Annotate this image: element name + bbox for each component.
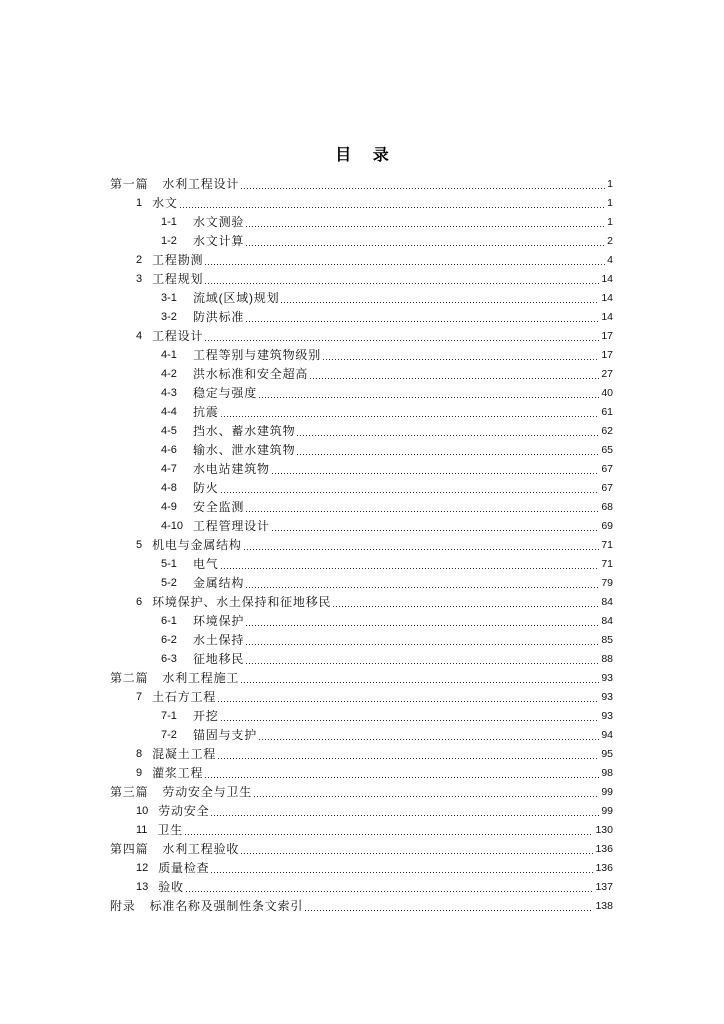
entry-number: 2: [136, 254, 143, 266]
dot-leader: [221, 568, 600, 569]
dot-leader: [218, 758, 599, 759]
entry-number: 5-2: [161, 577, 177, 589]
toc-entry-section: [110, 308, 613, 327]
toc-entry-section: [110, 384, 613, 403]
page-number: 95: [601, 748, 613, 760]
dot-leader: [211, 872, 593, 873]
dot-leader: [246, 587, 599, 588]
entry-title: 土石方工程: [152, 690, 217, 704]
page-number: 99: [601, 786, 613, 798]
entry-number: 5-1: [161, 558, 177, 570]
entry-title: 劳动安全与卫生: [162, 785, 253, 799]
page-number: 137: [595, 881, 613, 893]
page-number: 69: [601, 520, 613, 532]
toc-entry-chapter: [110, 764, 613, 783]
entry-number: 1-1: [161, 216, 177, 228]
dot-leader: [246, 226, 605, 227]
entry-number: 第三篇: [110, 785, 149, 799]
entry-title: 劳动安全: [158, 804, 210, 818]
entry-number: 4-1: [161, 349, 177, 361]
page-number: 67: [601, 482, 613, 494]
entry-title: 挡水、蓄水建筑物: [193, 424, 296, 438]
entry-title: 水利工程设计: [162, 177, 240, 191]
dot-leader: [259, 397, 599, 398]
toc-entry-chapter: [110, 593, 613, 612]
dot-leader: [246, 511, 599, 512]
dot-leader: [244, 549, 600, 550]
toc-entry-section: [110, 574, 613, 593]
dot-leader: [241, 853, 593, 854]
entry-title: 环境保护、水土保持和征地移民: [152, 595, 332, 609]
entry-title: 验收: [158, 880, 184, 894]
dot-leader: [221, 492, 600, 493]
page-number: 68: [601, 501, 613, 513]
page-number: 1: [607, 197, 613, 209]
page-number: 17: [601, 330, 613, 342]
dot-leader: [297, 454, 599, 455]
entry-title: 工程管理设计: [193, 519, 270, 533]
entry-title: 工程规划: [152, 272, 204, 286]
dot-leader: [333, 606, 599, 607]
toc-entry-chapter: [110, 859, 613, 878]
page-number: 65: [601, 444, 613, 456]
toc-entry-section: [110, 441, 613, 460]
dot-leader: [205, 340, 599, 341]
toc-entry-chapter: [110, 327, 613, 346]
page-number: 93: [601, 691, 613, 703]
entry-number: 12: [136, 862, 149, 874]
dot-leader: [246, 245, 605, 246]
entry-title: 开挖: [193, 709, 219, 723]
dot-leader: [246, 644, 599, 645]
entry-number: 4-9: [161, 501, 177, 513]
entry-title: 工程等别与建筑物级别: [193, 348, 322, 362]
dot-leader: [246, 321, 599, 322]
toc-entry-section: [110, 650, 613, 669]
entry-number: 7-1: [161, 710, 177, 722]
dot-leader: [205, 264, 605, 265]
entry-number: 6-2: [161, 634, 177, 646]
entry-number: 1: [136, 197, 143, 209]
page-number: 130: [595, 824, 613, 836]
entry-number: 4-2: [161, 368, 177, 380]
page-number: 136: [595, 862, 613, 874]
toc-entry-section: [110, 612, 613, 631]
dot-leader: [180, 207, 605, 208]
entry-number: 9: [136, 767, 143, 779]
dot-leader: [205, 777, 599, 778]
entry-number: 1-2: [161, 235, 177, 247]
dot-leader: [241, 682, 599, 683]
toc-entry-chapter: [110, 251, 613, 270]
page-number: 99: [601, 805, 613, 817]
dot-leader: [281, 302, 599, 303]
entry-number: 4-10: [161, 520, 184, 532]
toc-entry-chapter: [110, 821, 613, 840]
page-number: 14: [601, 311, 613, 323]
entry-number: 10: [136, 805, 149, 817]
entry-title: 工程设计: [152, 329, 204, 343]
page-number: 40: [601, 387, 613, 399]
table-of-contents: [110, 175, 613, 916]
entry-number: 7-2: [161, 729, 177, 741]
toc-entry-appendix: [110, 897, 613, 916]
entry-title: 水土保持: [193, 633, 245, 647]
page-number: 1: [607, 178, 613, 190]
entry-title: 稳定与强度: [193, 386, 258, 400]
entry-title: 洪水标准和安全超高: [193, 367, 309, 381]
toc-entry-section: [110, 460, 613, 479]
dot-leader: [297, 435, 599, 436]
entry-title: 水文测验: [193, 215, 245, 229]
toc-entry-chapter: [110, 194, 613, 213]
dot-leader: [211, 815, 599, 816]
dot-leader: [221, 416, 600, 417]
page-number: 4: [607, 254, 613, 266]
entry-title: 防洪标准: [193, 310, 245, 324]
toc-entry-chapter: [110, 878, 613, 897]
entry-number: 4-8: [161, 482, 177, 494]
dot-leader: [305, 910, 593, 911]
page-number: 93: [601, 672, 613, 684]
toc-entry-section: [110, 726, 613, 745]
entry-title: 质量检查: [158, 861, 210, 875]
page-number: 84: [601, 615, 613, 627]
entry-number: 4-6: [161, 444, 177, 456]
entry-number: 4-7: [161, 463, 177, 475]
entry-title: 水电站建筑物: [193, 462, 270, 476]
dot-leader: [272, 530, 600, 531]
toc-entry-section: [110, 213, 613, 232]
entry-title: 流域(区域)规划: [193, 291, 280, 305]
dot-leader: [259, 739, 599, 740]
toc-entry-section: [110, 631, 613, 650]
entry-title: 水利工程施工: [162, 671, 240, 685]
toc-entry-chapter: [110, 270, 613, 289]
dot-leader: [310, 378, 599, 379]
entry-title: 锚固与支护: [193, 728, 258, 742]
entry-number: 3-1: [161, 292, 177, 304]
dot-leader: [323, 359, 599, 360]
page-number: 79: [601, 577, 613, 589]
entry-title: 工程勘测: [152, 253, 204, 267]
entry-number: 8: [136, 748, 143, 760]
page-number: 61: [601, 406, 613, 418]
page-number: 27: [601, 368, 613, 380]
entry-title: 水文: [152, 196, 178, 210]
page-number: 67: [601, 463, 613, 475]
entry-title: 环境保护: [193, 614, 245, 628]
page-number: 138: [595, 900, 613, 912]
toc-entry-section: [110, 422, 613, 441]
entry-number: 第四篇: [110, 842, 149, 856]
entry-number: 6-3: [161, 653, 177, 665]
entry-number: 11: [136, 824, 148, 836]
dot-leader: [272, 473, 600, 474]
entry-title: 混凝土工程: [152, 747, 217, 761]
toc-entry-part: [110, 840, 613, 859]
page-number: 98: [601, 767, 613, 779]
page-number: 71: [601, 558, 613, 570]
entry-title: 输水、泄水建筑物: [193, 443, 296, 457]
dot-leader: [241, 188, 605, 189]
entry-title: 防火: [193, 481, 219, 495]
entry-title: 标准名称及强制性条文索引: [149, 899, 304, 913]
toc-entry-chapter: [110, 688, 613, 707]
toc-entry-chapter: [110, 745, 613, 764]
page-number: 14: [601, 292, 613, 304]
page-number: 94: [601, 729, 613, 741]
toc-entry-part: [110, 175, 613, 194]
toc-entry-chapter: [110, 536, 613, 555]
toc-entry-section: [110, 403, 613, 422]
page-number: 2: [607, 235, 613, 247]
page-number: 14: [601, 273, 613, 285]
entry-number: 4-4: [161, 406, 177, 418]
entry-title: 安全监测: [193, 500, 245, 514]
page-number: 88: [601, 653, 613, 665]
entry-title: 灌浆工程: [152, 766, 204, 780]
page-number: 85: [601, 634, 613, 646]
page-number: 93: [601, 710, 613, 722]
entry-number: 第一篇: [110, 177, 149, 191]
entry-number: 5: [136, 539, 143, 551]
entry-title: 抗震: [193, 405, 219, 419]
page-number: 62: [601, 425, 613, 437]
dot-leader: [218, 701, 599, 702]
dot-leader: [185, 834, 593, 835]
entry-number: 6-1: [161, 615, 177, 627]
entry-number: 第二篇: [110, 671, 149, 685]
toc-entry-section: [110, 365, 613, 384]
toc-entry-section: [110, 707, 613, 726]
entry-number: 7: [136, 691, 143, 703]
entry-number: 6: [136, 596, 143, 608]
entry-title: 水利工程验收: [162, 842, 240, 856]
entry-title: 金属结构: [193, 576, 245, 590]
page-number: 1: [607, 216, 613, 228]
toc-entry-part: [110, 783, 613, 802]
entry-title: 水文计算: [193, 234, 245, 248]
entry-title: 机电与金属结构: [152, 538, 242, 552]
toc-entry-part: [110, 669, 613, 688]
toc-entry-section: [110, 555, 613, 574]
entry-number: 4: [136, 330, 143, 342]
toc-entry-section: [110, 232, 613, 251]
entry-number: 附录: [110, 899, 136, 913]
dot-leader: [246, 663, 599, 664]
entry-number: 3: [136, 273, 143, 285]
entry-title: 卫生: [157, 823, 184, 837]
page-number: 17: [601, 349, 613, 361]
entry-title: 征地移民: [193, 652, 245, 666]
dot-leader: [246, 625, 599, 626]
page-number: 71: [601, 539, 613, 551]
toc-entry-section: [110, 479, 613, 498]
toc-entry-section: [110, 517, 613, 536]
page-number: 84: [601, 596, 613, 608]
page-number: 136: [595, 843, 613, 855]
toc-entry-section: [110, 289, 613, 308]
entry-number: 4-3: [161, 387, 177, 399]
dot-leader: [254, 796, 599, 797]
dot-leader: [221, 720, 600, 721]
entry-number: 4-5: [161, 425, 177, 437]
toc-entry-section: [110, 498, 613, 517]
toc-entry-chapter: [110, 802, 613, 821]
entry-number: 13: [136, 881, 149, 893]
dot-leader: [186, 891, 594, 892]
page-title: 目 录: [335, 145, 389, 164]
dot-leader: [205, 283, 599, 284]
entry-number: 3-2: [161, 311, 177, 323]
entry-title: 电气: [193, 557, 219, 571]
toc-entry-section: [110, 346, 613, 365]
